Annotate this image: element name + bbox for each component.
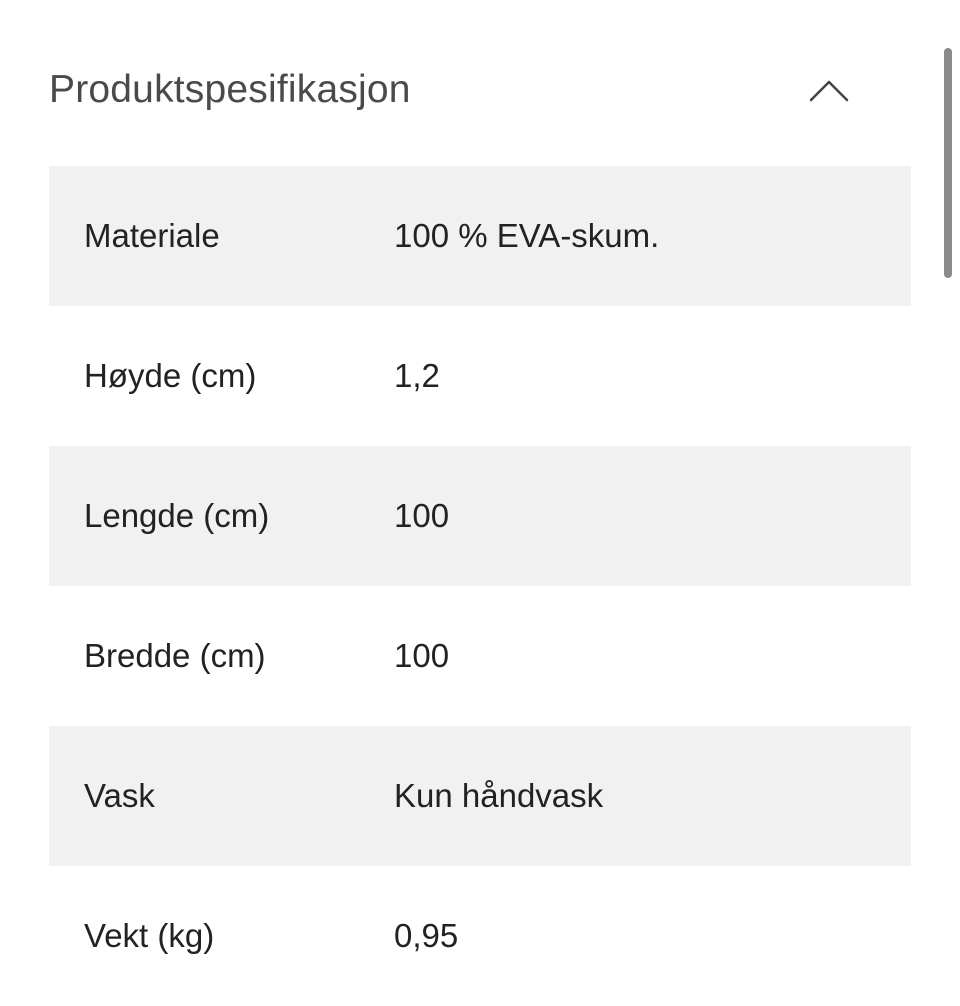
spec-value: Kun håndvask: [394, 777, 604, 814]
spec-label: Vask: [84, 777, 155, 814]
spec-value: 100 % EVA-skum.: [394, 217, 660, 254]
spec-row-hoyde: [49, 306, 911, 446]
spec-row-bredde: [49, 586, 911, 726]
spec-label: Materiale: [84, 217, 220, 254]
accordion-title: Produktspesifikasjon: [49, 68, 411, 111]
spec-row-lengde: [49, 446, 911, 586]
accordion-header-product-spec[interactable]: [49, 50, 911, 130]
spec-value: 100: [394, 637, 450, 674]
chevron-up-icon[interactable]: [809, 78, 849, 102]
spec-row-vask: [49, 726, 911, 866]
spec-label: Lengde (cm): [84, 497, 270, 534]
spec-row-vekt: [49, 866, 911, 1006]
spec-value: 100: [394, 497, 450, 534]
spec-value: 1,2: [394, 357, 440, 394]
scrollbar-thumb[interactable]: [944, 48, 952, 278]
spec-value: 0,95: [394, 917, 459, 954]
spec-row-materiale: [49, 166, 911, 306]
spec-table: [49, 166, 911, 1006]
spec-label: Vekt (kg): [84, 917, 215, 954]
spec-label: Bredde (cm): [84, 637, 266, 674]
spec-label: Høyde (cm): [84, 357, 257, 394]
